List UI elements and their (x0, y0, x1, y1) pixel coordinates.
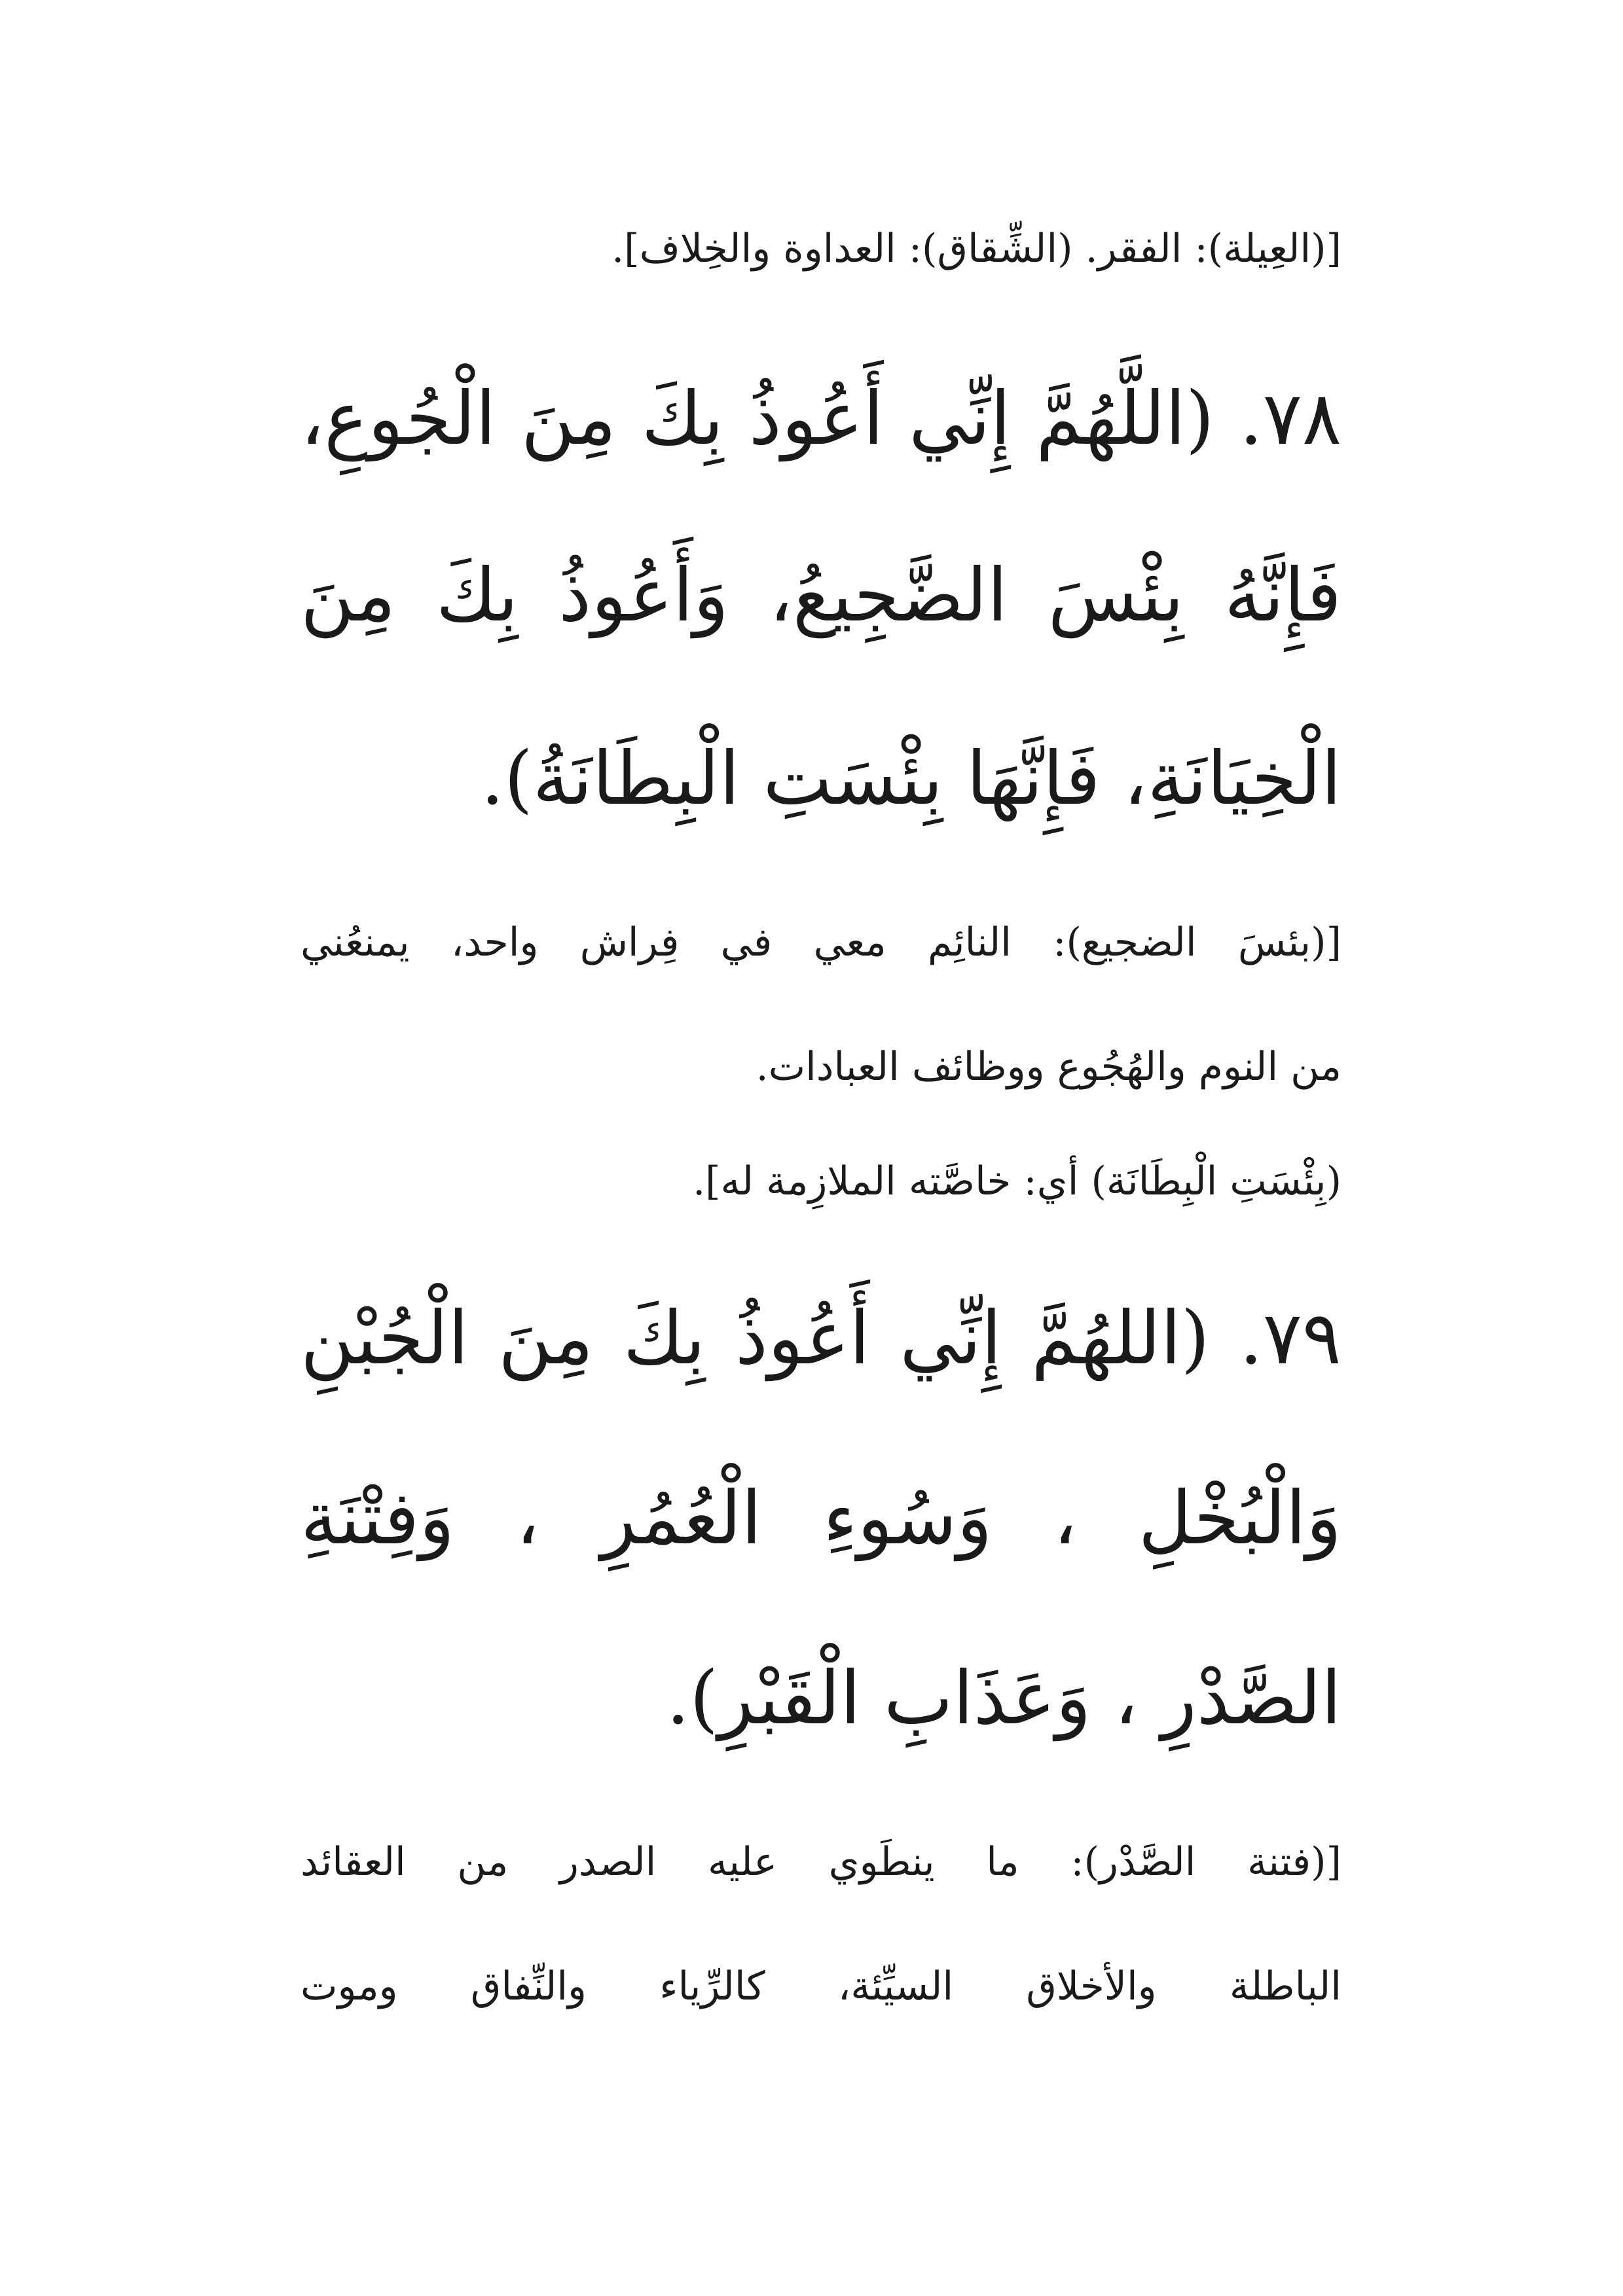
note-78-line-1: [(بئسَ الضجيع): النائِم معي في فِراش واحد، يمنعُني (301, 920, 1341, 965)
note-79-line-2: الباطلة والأخلاق السيِّئة، كالرِّياء والنِّفاق وموت (301, 1964, 1341, 2009)
hadith-78-line-1: ٧٨. (اللَّهُمَّ إِنِّي أَعُوذُ بِكَ مِنَ الْجُوعِ، (301, 376, 1341, 461)
hadith-79-line-2: وَالْبُخْلِ ، وَسُوءِ الْعُمُرِ ، وَفِتْنَةِ (301, 1476, 1341, 1561)
note-79-line-1: [(فتنة الصَّدْر): ما ينطَوي عليه الصدر من العقائد (301, 1839, 1341, 1885)
note-78-line-3: (بِئْسَتِ الْبِطَانَة) أي: خاصَّته الملازِمة له]. (693, 1158, 1341, 1204)
hadith-78-line-2: فَإِنَّهُ بِئْسَ الضَّجِيعُ، وَأَعُوذُ بِكَ مِنَ (301, 553, 1341, 638)
note-78-preceding: [(العِيلة): الفقر. (الشِّقاق): العداوة والخِلاف]. (611, 226, 1341, 272)
note-78-line-2: من النوم والهُجُوع ووظائف العبادات. (756, 1044, 1341, 1090)
hadith-79-line-1: ٧٩. (اللهُمَّ إِنِّي أَعُوذُ بِكَ مِنَ الْجُبْنِ (301, 1296, 1341, 1381)
hadith-78-line-3: الْخِيَانَةِ، فَإِنَّهَا بِئْسَتِ الْبِطَانَةُ). (481, 736, 1341, 821)
hadith-79-line-3: الصَّدْرِ ، وَعَذَابِ الْقَبْرِ). (666, 1656, 1341, 1741)
